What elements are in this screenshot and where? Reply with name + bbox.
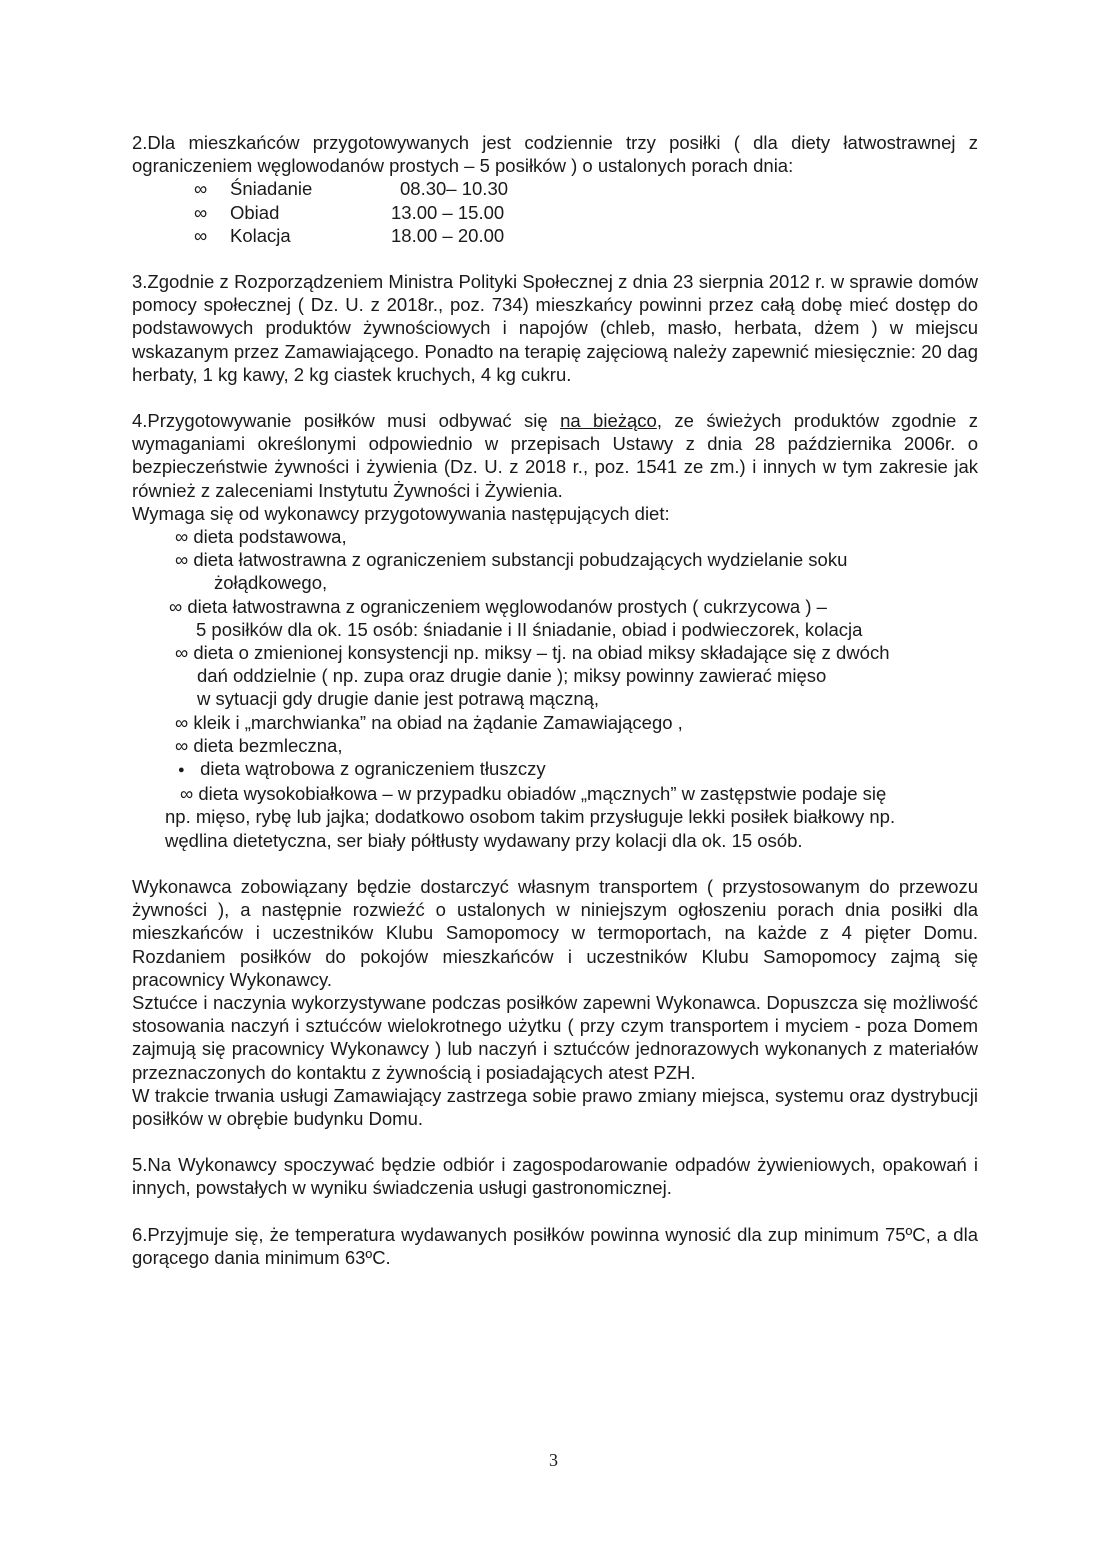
diet-item-high-protein-cont-2: wędlina dietetyczna, ser biały półtłusty wydawany przy kolacji dla ok. 15 osób. (165, 829, 803, 851)
infinity-bullet-icon: ∞ (194, 201, 208, 223)
paragraph-4 (132, 409, 978, 502)
meal-row-lunch (194, 201, 978, 224)
infinity-bullet-icon: ∞ (194, 224, 208, 246)
meal-time: 08.30– 10.30 (400, 178, 509, 200)
infinity-bullet-icon: ∞ (175, 642, 189, 664)
infinity-bullet-icon: ∞ (175, 526, 189, 548)
paragraph-6: 6.Przyjmuje się, że temperatura wydawanych posiłków powinna wynosić dla zup minimum 75ºC, a dla gorącego dania minimum 63ºC. (132, 1223, 978, 1268)
infinity-bullet-icon: ∞ (175, 711, 189, 733)
page-number: 3 (549, 1450, 558, 1470)
diet-item-liver: ● dieta wątrobowa z ograniczeniem tłuszczy (178, 758, 546, 780)
infinity-bullet-icon: ∞ (169, 595, 183, 617)
infinity-bullet-icon: ∞ (175, 734, 189, 756)
paragraph-4-start: 4.Przygotowywanie posiłków musi odbywać się (132, 410, 561, 432)
diet-item-gruel: ∞ kleik i „marchwianka” na obiad na żądanie Zamawiającego , (175, 711, 683, 733)
meal-row-dinner (194, 224, 978, 247)
dot-bullet-icon: ● (178, 764, 185, 777)
meal-time: 18.00 – 20.00 (391, 224, 505, 246)
diet-item-mixed: ∞ dieta o zmienionej konsystencji np. miksy – tj. na obiad miksy składające się z dwóch (175, 642, 890, 664)
paragraph-4-rest: , ze świeżych produktów zgodnie z wymaganiami określonymi odpowiednio w przepisach Ustawy z dnia 28 października 2006r. o bezpieczeństwie żywności i żywienia (Dz. U. z 2018 r., poz. 1541 ze zm.) i innych w tym zakresie jak również z zaleceniami Instytutu Żywności i Żywienia. (132, 410, 978, 501)
meal-name: Kolacja (230, 224, 291, 246)
paragraph-5: 5.Na Wykonawcy spoczywać będzie odbiór i zagospodarowanie odpadów żywieniowych, opakowań i innych, powstałych w wyniku świadczenia usługi gastronomicznej. (132, 1154, 978, 1199)
paragraph-change: W trakcie trwania usługi Zamawiający zastrzega sobie prawo zmiany miejsca, systemu oraz dystrybucji posiłków w obrębie budynku Domu. (132, 1084, 978, 1129)
infinity-bullet-icon: ∞ (175, 549, 189, 571)
paragraph-cutlery: Sztućce i naczynia wykorzystywane podczas posiłków zapewni Wykonawca. Dopuszcza się możliwość stosowania naczyń i sztućców wielokrotnego użytku ( przy czym transportem i myciem - poza Domem zajmują się pracownicy Wykonawcy ) lub naczyń i sztućców jednorazowych wykonanych z materiałów przeznaczonych do kontaktu z żywnością i posiadających atest PZH. (132, 991, 978, 1083)
diet-item-high-protein-cont: np. mięso, rybę lub jajka; dodatkowo osobom takim przysługuje lekki posiłek białkowy np. (165, 806, 896, 828)
infinity-bullet-icon: ∞ (194, 178, 208, 200)
diet-item-high-protein: ∞ dieta wysokobiałkowa – w przypadku obiadów „mącznych” w zastępstwie podaje się (180, 783, 887, 805)
diet-item-mixed-cont-2: w sytuacji gdy drugie danie jest potrawą mączną, (197, 688, 600, 710)
diet-item-dairy-free: ∞ dieta bezmleczna, (175, 734, 343, 756)
underlined-phrase: na bieżąco (560, 410, 657, 432)
meal-time: 13.00 – 15.00 (391, 201, 505, 223)
diet-item-easy-digest: ∞ dieta łatwostrawna z ograniczeniem substancji pobudzających wydzielanie soku (175, 549, 848, 571)
meal-name: Obiad (230, 201, 280, 223)
diet-item-diabetic: ∞ dieta łatwostrawna z ograniczeniem węglowodanów prostych ( cukrzycowa ) – (169, 595, 827, 617)
paragraph-3: 3.Zgodnie z Rozporządzeniem Ministra Polityki Społecznej z dnia 23 sierpnia 2012 r. w sprawie domów pomocy społecznej ( Dz. U. z 2018r., poz. 734) mieszkańcy powinni przez całą dobę mieć dostęp do podstawowych produktów żywnościowych i napojów (chleb, masło, herbata, dżem ) w miejscu wskazanym przez Zamawiającego. Ponadto na terapię zajęciową należy zapewnić miesięcznie: 20 dag herbaty, 1 kg kawy, 2 kg ciastek kruchych, 4 kg cukru. (132, 271, 978, 385)
meal-name: Śniadanie (230, 178, 313, 200)
paragraph-transport: Wykonawca zobowiązany będzie dostarczyć własnym transportem ( przystosowanym do przewozu żywności ), a następnie rozwieźć o ustalonych w niniejszym ogłoszeniu porach dnia posiłki dla mieszkańców i uczestników Klubu Samopomocy w termoportach, na każde z 4 pięter Domu. Rozdaniem posiłków do pokojów mieszkańców i uczestników Klubu Samopomocy zajmą się pracownicy Wykonawcy. (132, 875, 978, 990)
paragraph-2-intro: 2.Dla mieszkańców przygotowywanych jest codziennie trzy posiłki ( dla diety łatwostrawnej z ograniczeniem węglowodanów prostych – 5 posiłków ) o ustalonych porach dnia: (132, 132, 978, 177)
meal-row-breakfast (194, 177, 978, 200)
diets-intro: Wymaga się od wykonawcy przygotowywania następujących diet: (132, 502, 670, 524)
diet-item-easy-digest-cont: żołądkowego, (214, 572, 328, 594)
diet-item-mixed-cont: dań oddzielnie ( np. zupa oraz drugie danie ); miksy powinny zawierać mięso (197, 665, 827, 687)
diet-item-diabetic-cont: 5 posiłków dla ok. 15 osób: śniadanie i II śniadanie, obiad i podwieczorek, kolacja (196, 618, 863, 640)
infinity-bullet-icon: ∞ (180, 783, 194, 805)
diet-item-basic: ∞ dieta podstawowa, (175, 526, 347, 548)
document-body (132, 131, 978, 1269)
